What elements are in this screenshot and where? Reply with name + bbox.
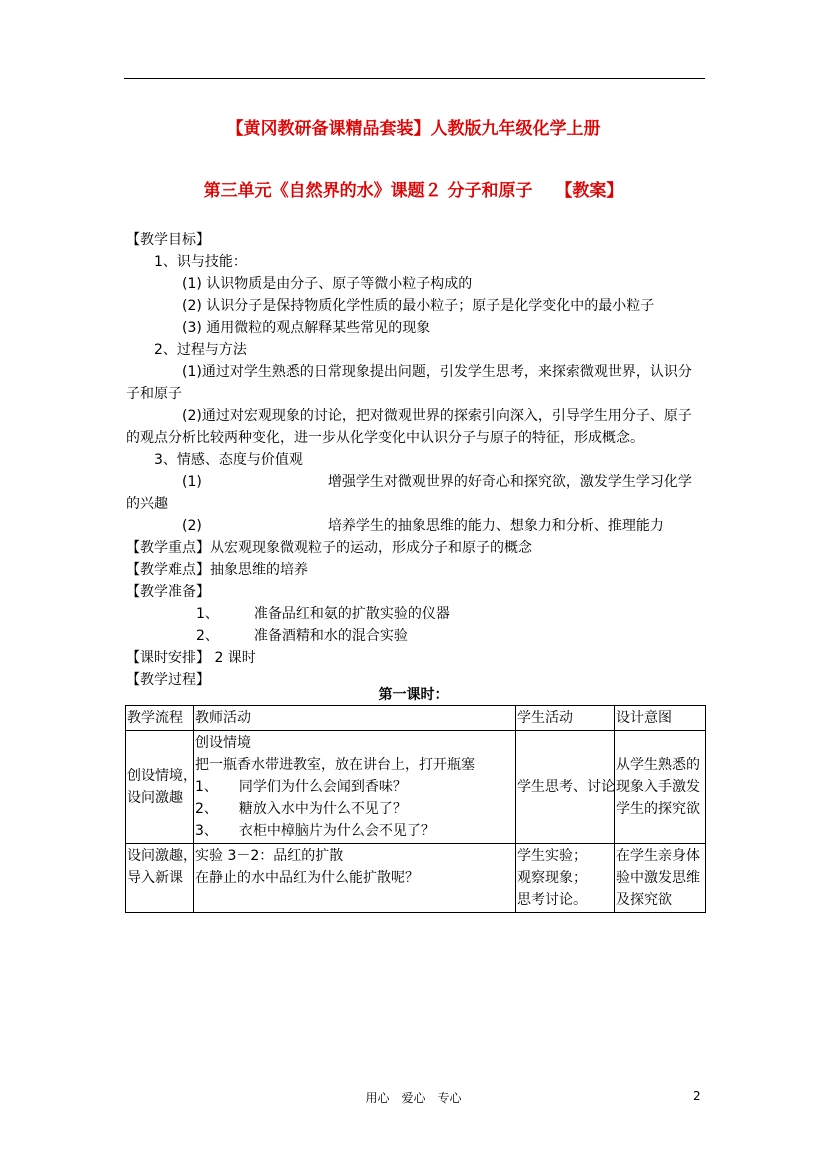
- cell-line: 1、 同学们为什么会闻到香味？: [195, 779, 407, 795]
- cell-line: 创设情境: [195, 735, 251, 751]
- cell-line: 3、 衣柜中樟脑片为什么会不见了？: [195, 823, 435, 839]
- body-line: (2) 培养学生的抽象思维的能力、想象力和分析、推理能力: [126, 518, 664, 534]
- body-line: 2、 准备酒精和水的混合实验: [126, 628, 408, 644]
- body-line: 2、过程与方法: [126, 342, 247, 358]
- cell-line: 学生思考、讨论: [517, 779, 615, 795]
- session-title: 第一课时：: [378, 687, 449, 703]
- flow-cell: [126, 844, 197, 913]
- body-line: 1、 准备品红和氨的扩散实验的仪器: [126, 606, 450, 622]
- header-intent: 设计意图: [615, 706, 706, 731]
- body-line: (2)通过对宏观现象的讨论，把对微观世界的探索引向深入，引导学生用分子、原子: [126, 408, 692, 424]
- cell-line: 观察现象；: [517, 870, 587, 886]
- cell-line: 学生的探究欲: [616, 801, 700, 817]
- body-line: 【教学目标】: [126, 232, 210, 248]
- teacher-cell: [194, 844, 516, 913]
- header-rule: [124, 78, 705, 79]
- body-line: 3、情感、态度与价值观: [126, 452, 303, 468]
- body-line: (2) 认识分子是保持物质化学性质的最小粒子；原子是化学变化中的最小粒子: [126, 298, 655, 314]
- body-line: 【课时安排】 2 课时: [126, 650, 256, 666]
- cell-line: 验中激发思维: [616, 870, 700, 886]
- student-cell: [516, 844, 615, 913]
- intent-cell: [615, 731, 706, 844]
- teacher-cell: [194, 731, 516, 844]
- body-line: 【教学重点】从宏观现象微观粒子的运动，形成分子和原子的概念: [126, 540, 532, 556]
- body-line: 的观点分析比较两种变化，进一步从化学变化中认识分子与原子的特征，形成概念。: [126, 430, 644, 446]
- student-cell: [516, 731, 615, 844]
- body-line: (3) 通用微粒的观点解释某些常见的现象: [126, 320, 431, 336]
- cell-line: 2、 糖放入水中为什么不见了？: [195, 801, 407, 817]
- lesson-process-table-wrap: [125, 705, 705, 913]
- cell-line: 现象入手激发: [616, 779, 700, 795]
- cell-line: 思考讨论。: [517, 892, 587, 908]
- page-number: 2: [693, 1089, 701, 1103]
- table-row: [126, 844, 706, 913]
- table-header-row: [126, 706, 706, 731]
- page-footer: 用心 爱心 专心: [365, 1091, 462, 1105]
- cell-line: 把一瓶香水带进教室，放在讲台上，打开瓶塞: [195, 757, 475, 773]
- cell-line: 实验 3－2：品红的扩散: [195, 848, 344, 864]
- lesson-process-table: [125, 705, 706, 913]
- body-line: 【教学准备】: [126, 584, 210, 600]
- body-line: (1)通过对学生熟悉的日常现象提出问题，引发学生思考，来探索微观世界，认识分: [126, 364, 692, 380]
- cell-line: 学生实验；: [517, 848, 587, 864]
- body-line: 1、识与技能：: [126, 254, 247, 270]
- body-line: (1) 认识物质是由分子、原子等微小粒子构成的: [126, 276, 473, 292]
- body-line: 【教学过程】: [126, 672, 210, 688]
- intent-cell: [615, 844, 706, 913]
- body-line: (1) 增强学生对微观世界的好奇心和探究欲，激发学生学习化学: [126, 474, 692, 490]
- cell-line: 设问激趣，: [127, 848, 197, 864]
- cell-line: 在学生亲身体: [616, 848, 700, 864]
- table-row: [126, 731, 706, 844]
- body-line: 的兴趣: [126, 496, 168, 512]
- body-line: 【教学难点】抽象思维的培养: [126, 562, 308, 578]
- flow-cell: [126, 731, 197, 844]
- header-student: 学生活动: [516, 706, 615, 731]
- lesson-title: 第三单元《自然界的水》课题２ 分子和原子 【教案】: [203, 181, 624, 201]
- cell-line: 在静止的水中品红为什么能扩散呢？: [195, 870, 419, 886]
- header-teacher: 教师活动: [194, 706, 516, 731]
- body-line: 子和原子: [126, 386, 182, 402]
- document-title: 【黄冈教研备课精品套装】人教版九年级化学上册: [226, 119, 601, 139]
- cell-line: 从学生熟悉的: [616, 757, 700, 773]
- cell-line: 创设情境，: [127, 768, 197, 784]
- cell-line: 及探究欲: [616, 892, 672, 908]
- header-flow: 教学流程: [126, 706, 194, 731]
- cell-line: 导入新课: [127, 870, 183, 886]
- cell-line: 设问激趣: [127, 790, 183, 806]
